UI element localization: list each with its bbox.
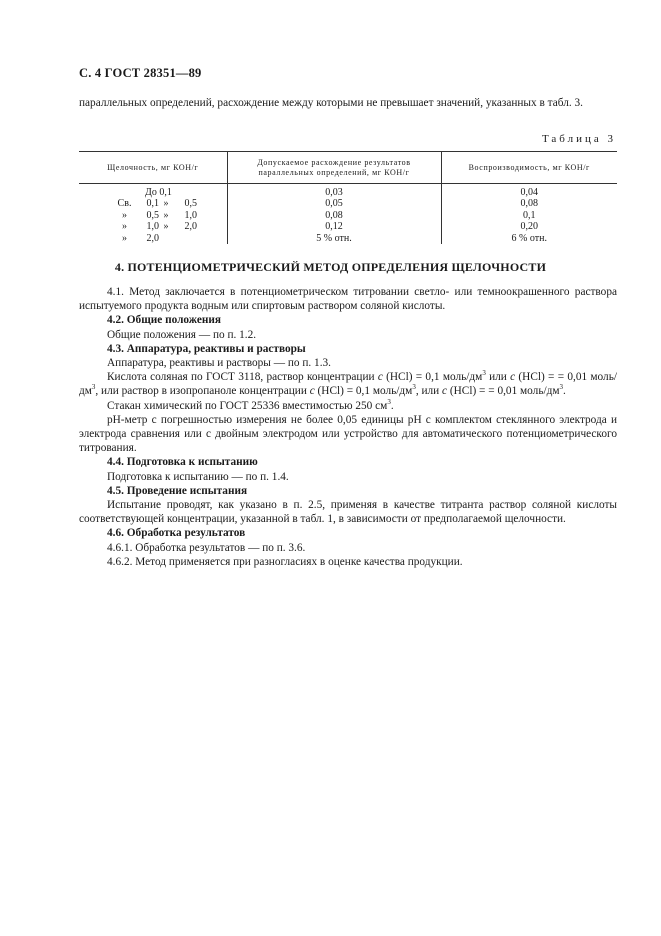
range-ditto: »: [163, 209, 169, 221]
page-header: С. 4 ГОСТ 28351—89: [79, 66, 202, 80]
paragraph-4-6-1: 4.6.1. Обработка результатов — по п. 3.6.: [107, 541, 306, 554]
reproducibility-cell: 6 % отн.: [441, 233, 617, 244]
subheading-4-6: 4.6. Обработка результатов: [107, 527, 246, 540]
paragraph-4-3-ph-meter: рН-метр с погрешностью измерения не более 0,05 единицы рН с комплектом стеклянного электрода и электрода сравнения или с двойным электродом или устройство для автоматического потенциометрического титрования.: [79, 413, 617, 455]
range-low: 2,0: [146, 232, 159, 244]
acid-text: .: [563, 385, 566, 398]
column-header-reproducibility: Воспроизводимость, мг КОН/г: [441, 152, 617, 184]
subheading-4-4: 4.4. Подготовка к испытанию: [107, 456, 258, 469]
alkalinity-cell: [79, 198, 227, 209]
concentration-symbol: c: [309, 385, 315, 398]
table-header-row: [79, 152, 617, 184]
exponent: 3: [387, 397, 391, 406]
concentration-symbol: c: [442, 385, 448, 398]
reproducibility-cell: 0,20: [441, 221, 617, 232]
table-caption: Таблица 3: [541, 133, 616, 145]
table-row: [79, 221, 617, 232]
acid-text: или: [485, 371, 511, 384]
concentration-symbol: c: [377, 371, 383, 384]
acid-formula: (HCl) = = 0,01 моль/дм: [447, 385, 560, 398]
difference-cell: 0,12: [227, 221, 441, 232]
exponent: 3: [559, 383, 564, 392]
range-ditto: »: [163, 198, 169, 210]
acid-formula: (HCl) = = 0,01 моль/дм: [79, 371, 617, 398]
range-prefix: »: [122, 221, 127, 233]
subheading-4-2: 4.2. Общие положения: [107, 314, 221, 327]
exponent: 3: [482, 369, 486, 378]
difference-cell: 0,05: [227, 198, 441, 209]
paragraph-4-4: Подготовка к испытанию — по п. 1.4.: [107, 470, 289, 483]
concentration-symbol: c: [510, 371, 516, 384]
range-high: 0,5: [184, 198, 197, 210]
paragraph-4-3-equipment: Аппаратура, реактивы и растворы — по п. 1.3.: [107, 357, 331, 370]
range-prefix: »: [122, 232, 127, 244]
range-low: До 0,1: [145, 187, 172, 198]
difference-cell: 5 % отн.: [227, 233, 441, 244]
range-ditto: »: [163, 221, 169, 233]
range-high: 1,0: [184, 209, 197, 221]
table-3: [79, 151, 617, 244]
paragraph-4-3-acid: [79, 370, 617, 398]
acid-text: , или раствор в изопропаноле концентрации: [95, 385, 310, 398]
exponent: 3: [412, 383, 416, 392]
table-row: [79, 210, 617, 221]
subheading-4-3: 4.3. Аппаратура, реактивы и растворы: [107, 342, 306, 355]
range-low: 0,5: [146, 209, 159, 221]
range-low: 0,1: [146, 198, 159, 210]
alkalinity-cell: [79, 221, 227, 232]
difference-cell: 0,08: [227, 210, 441, 221]
alkalinity-cell: [79, 233, 227, 244]
table-row: [79, 198, 617, 209]
reproducibility-cell: 0,1: [441, 210, 617, 221]
reproducibility-cell: 0,04: [441, 184, 617, 199]
paragraph-4-2: Общие положения — по п. 1.2.: [107, 328, 257, 341]
intro-paragraph: [79, 96, 617, 110]
range-high: 2,0: [184, 221, 197, 233]
beaker-text: Стакан химический по ГОСТ 25336 вместимостью 250 см: [107, 399, 388, 412]
alkalinity-cell: [79, 184, 227, 199]
acid-text: , или: [415, 385, 443, 398]
range-low: 1,0: [146, 221, 159, 233]
section-title: 4. ПОТЕНЦИОМЕТРИЧЕСКИЙ МЕТОД ОПРЕДЕЛЕНИЯ ЩЕЛОЧНОСТИ: [114, 260, 547, 274]
intro-text: параллельных определений, расхождение между которыми не превышает значений, указанных в табл. 3.: [79, 97, 583, 109]
exponent: 3: [91, 383, 96, 392]
beaker-text: .: [390, 399, 394, 412]
acid-formula: (HCl) = 0,1 моль/дм: [314, 385, 413, 398]
paragraph-4-5: Испытание проводят, как указано в п. 2.5, применяя в качестве титранта раствор соляной кислоты соответствующей концентрации, указанной в табл. 1, в зависимости от предполагаемой щелочности.: [79, 499, 617, 526]
paragraph-4-6-2: 4.6.2. Метод применяется при разногласиях в оценке качества продукции.: [107, 555, 463, 568]
acid-text: Кислота соляная по ГОСТ 3118, раствор концентрации: [107, 371, 378, 384]
subheading-4-5: 4.5. Проведение испытания: [107, 484, 248, 497]
reproducibility-cell: 0,08: [441, 198, 617, 209]
column-header-allowed-difference: Допускаемое расхождение результатов параллельных определений, мг КОН/г: [227, 152, 441, 184]
range-prefix: Св.: [117, 198, 132, 210]
paragraph-4-3-beaker: [79, 399, 617, 413]
alkalinity-cell: [79, 210, 227, 221]
column-header-alkalinity: Щелочность, мг КОН/г: [79, 152, 227, 184]
table-row: [79, 184, 617, 199]
difference-cell: 0,03: [227, 184, 441, 199]
section-body: [79, 285, 617, 569]
range-prefix: »: [122, 209, 127, 221]
acid-formula: (HCl) = 0,1 моль/дм: [382, 371, 483, 384]
paragraph-4-1: 4.1. Метод заключается в потенциометрическом титровании светло- или темноокрашенного раствора испытуемого продукта водным или спиртовым раствором соляной кислоты.: [79, 286, 617, 313]
table-row: [79, 233, 617, 244]
